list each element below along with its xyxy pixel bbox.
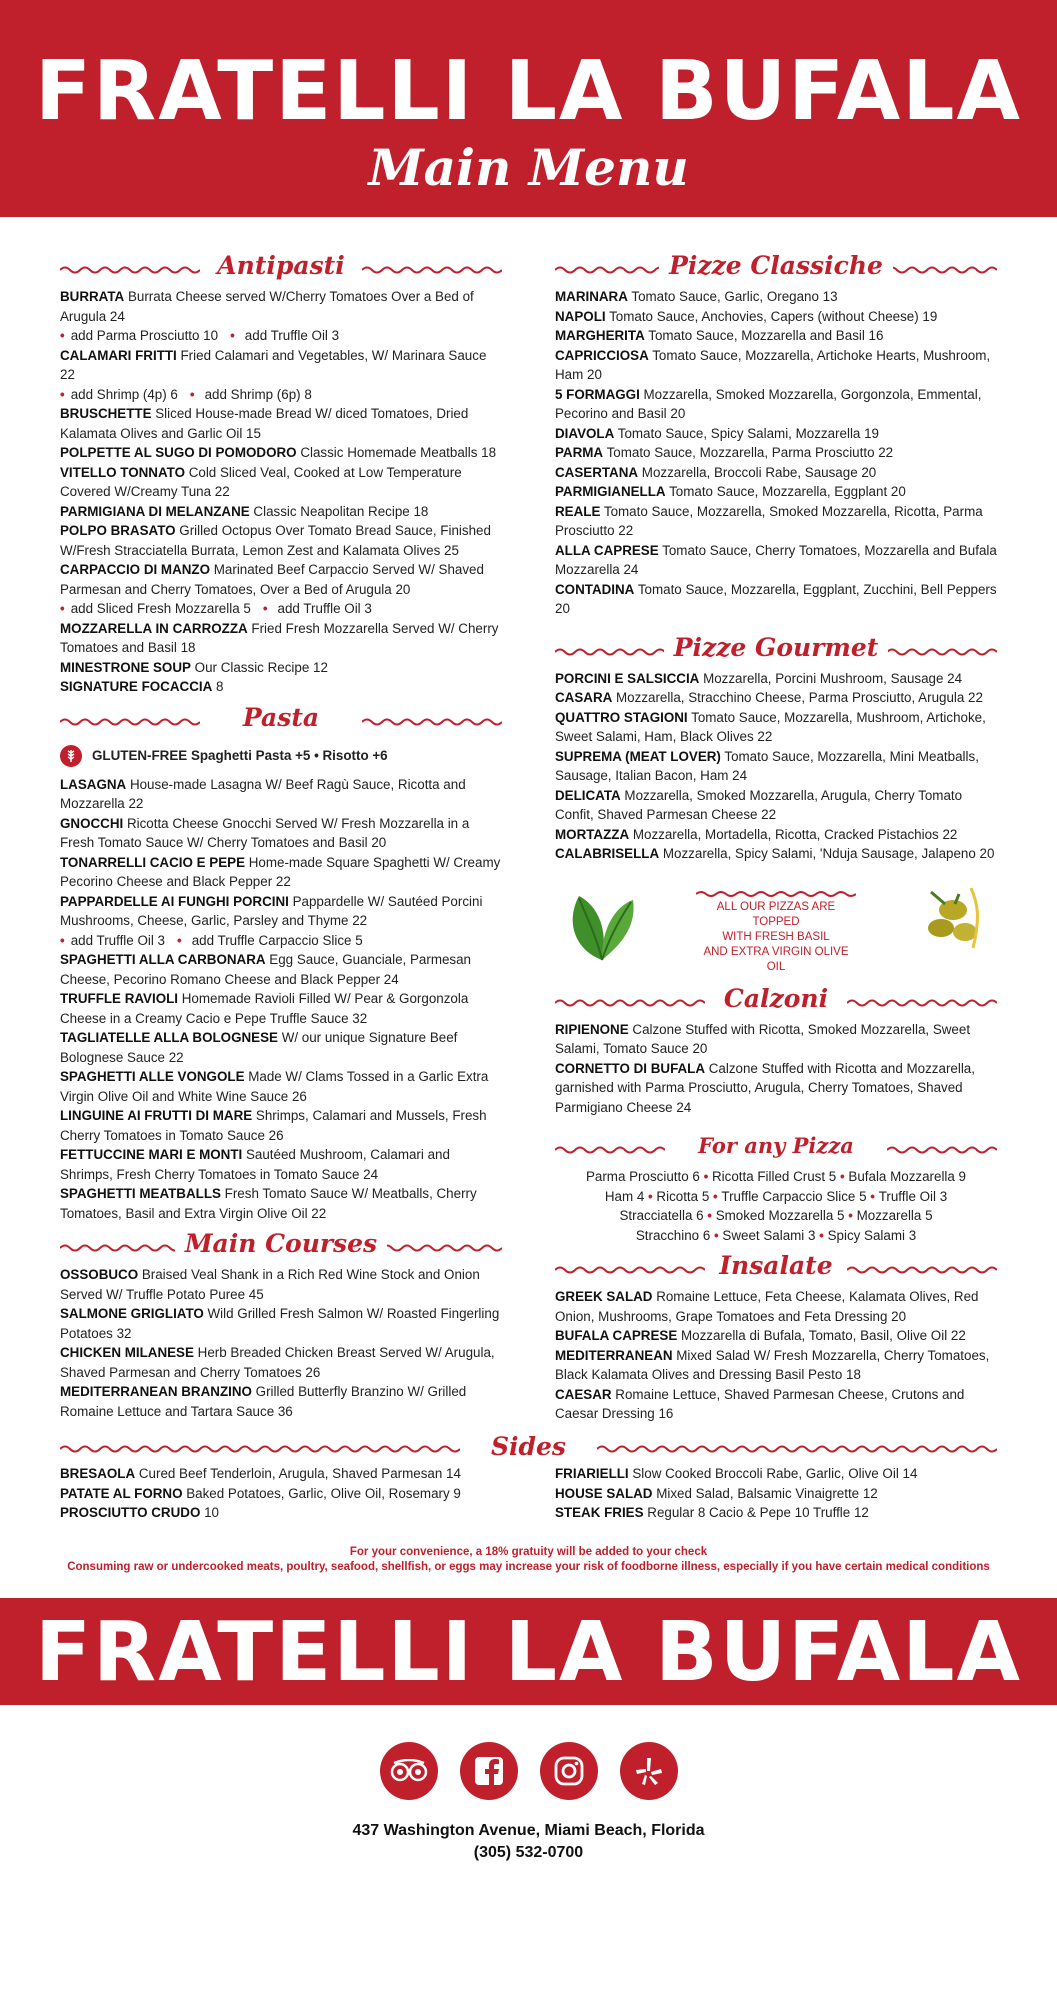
menu-item-name: BUFALA CAPRESE <box>555 1328 678 1343</box>
menu-item-description: Grilled Butterfly Branzino W/ Grilled Romaine Lettuce and Tartara Sauce 36 <box>60 1384 467 1419</box>
menu-item-description: Tomato Sauce, Mozzarella, Artichoke Hearts, Mushroom, Ham 20 <box>555 347 991 382</box>
menu-item-description: Egg Sauce, Guanciale, Parmesan Cheese, Pecorino Romano Cheese and Black Pepper 24 <box>60 952 472 987</box>
bullet-icon: • <box>836 1169 849 1184</box>
menu-item-name: GREEK SALAD <box>555 1289 653 1304</box>
section-header-insalate <box>555 1245 997 1287</box>
menu-item-description: Mozzarella di Bufala, Tomato, Basil, Olive Oil 22 <box>677 1328 966 1343</box>
wave-divider-left <box>60 265 200 275</box>
menu-item-description: Mozzarella, Porcini Mushroom, Sausage 24 <box>699 670 963 686</box>
pizza-extra: Mozzarella 5 <box>856 1208 933 1223</box>
menu-item-description: Mozzarella, Smoked Mozzarella, Gorgonzola, Emmental, Pecorino and Basil 20 <box>555 386 982 421</box>
menu-item-name: STEAK FRIES <box>555 1505 644 1520</box>
menu-item <box>60 404 502 443</box>
pizza-extra: Bufala Mozzarella 9 <box>848 1169 967 1184</box>
section-header-pizze-gourmet <box>555 627 997 669</box>
menu-item <box>60 853 502 892</box>
menu-item-description: Mixed Salad, Balsamic Vinaigrette 12 <box>652 1485 878 1501</box>
menu-item-name: PORCINI E SALSICCIA <box>555 670 700 686</box>
addon-text: add Parma Prosciutto 10 <box>70 328 219 343</box>
pizza-topping-banner <box>555 876 997 972</box>
wave-divider-right <box>887 647 997 657</box>
menu-item-description: Tomato Sauce, Mozzarella, Mini Meatballs, Sausage, Italian Bacon, Ham 24 <box>555 748 979 783</box>
antipasti-list <box>60 287 502 697</box>
menu-item-name: SPAGHETTI ALLA CARBONARA <box>60 952 266 967</box>
addon-text: add Truffle Oil 3 <box>70 932 165 948</box>
section-title: Main Courses <box>175 1223 387 1265</box>
menu-item-description: Fried Calamari and Vegetables, W/ Marinara Sauce 22 <box>60 347 487 382</box>
section-header-sides <box>60 1430 997 1464</box>
social-links <box>0 1742 1057 1800</box>
wave-divider-right <box>362 717 502 727</box>
menu-item <box>555 443 997 463</box>
foodborne-warning: Consuming raw or undercooked meats, poultry, seafood, shellfish, or eggs may increase your risk of foodborne illness, especially if you have certain medical conditions <box>67 1561 990 1573</box>
menu-item-description: Marinated Beef Carpaccio Served W/ Shaved Parmesan and Cherry Tomatoes, Over a Bed of Arugula 20 <box>60 562 484 597</box>
menu-item <box>555 541 997 580</box>
wave-divider-right <box>597 1444 997 1454</box>
menu-item-description: House-made Lasagna W/ Beef Ragù Sauce, Ricotta and Mozzarella 22 <box>60 776 466 811</box>
section-title: Sides <box>481 1430 576 1464</box>
wave-divider-left <box>60 1444 460 1454</box>
menu-item-description: 10 <box>200 1505 219 1520</box>
pizza-extra: Smoked Mozzarella 5 <box>715 1208 845 1223</box>
menu-item <box>60 775 502 814</box>
olive-oil-icon <box>911 878 997 964</box>
menu-item-description: Braised Veal Shank in a Rich Red Wine Stock and Onion Served W/ Truffle Potato Puree 45 <box>60 1267 480 1302</box>
menu-item-description: Mixed Salad W/ Fresh Mozzarella, Cherry Tomatoes, Black Kalamata Olives and Dressing Basil Pesto 18 <box>555 1347 990 1382</box>
menu-item-name: MOZZARELLA IN CARROZZA <box>60 620 248 636</box>
menu-item-name: GNOCCHI <box>60 815 124 831</box>
menu-item <box>60 1265 502 1304</box>
menu-item-description: Tomato Sauce, Cherry Tomatoes, Mozzarella and Bufala Mozzarella 24 <box>555 542 997 577</box>
menu-item-description: Home-made Square Spaghetti W/ Creamy Pecorino Cheese and Black Pepper 22 <box>60 854 501 889</box>
menu-item-description: Calzone Stuffed with Ricotta and Mozzarella, garnished with Parma Prosciutto, Arugula, Cherry Tomatoes, Shaved Parmigiano Cheese 24 <box>555 1060 975 1115</box>
bullet-icon: • <box>703 1208 716 1223</box>
pizza-extra: Spicy Salami 3 <box>827 1227 917 1243</box>
wave-divider-left <box>60 1243 180 1253</box>
bullet-icon: • <box>189 386 195 402</box>
menu-item-description: Shrimps, Calamari and Mussels, Fresh Cherry Tomatoes in Tomato Sauce 26 <box>60 1108 487 1143</box>
menu-item-name: CASARA <box>555 690 613 705</box>
wave-divider-left <box>555 1145 665 1155</box>
menu-item-description: Classic Homemade Meatballs 18 <box>296 445 497 460</box>
menu-item-name: OSSOBUCO <box>60 1267 139 1282</box>
menu-item-name: REALE <box>555 503 601 519</box>
menu-item-description: Our Classic Recipe 12 <box>190 659 328 675</box>
menu-item-name: CALABRISELLA <box>555 846 660 861</box>
menu-item <box>555 307 997 327</box>
menu-item-name: PARMIGIANA DI MELANZANE <box>60 503 250 519</box>
menu-item <box>60 658 502 678</box>
addon-row <box>60 326 502 346</box>
pizza-extra-row <box>555 1187 997 1207</box>
menu-item-name: HOUSE SALAD <box>555 1485 653 1501</box>
menu-item-description: Wild Grilled Fresh Salmon W/ Roasted Fingerling Potatoes 32 <box>60 1306 500 1341</box>
menu-item <box>60 521 502 560</box>
menu-item-description: Herb Breaded Chicken Breast Served W/ Arugula, Shaved Parmesan and Cherry Tomatoes 26 <box>60 1345 495 1380</box>
menu-item <box>555 287 997 307</box>
section-title: Pasta <box>233 697 329 739</box>
menu-item <box>60 1464 502 1484</box>
pizza-extra: Ham 4 <box>604 1188 645 1204</box>
wave-divider-right <box>847 1265 997 1275</box>
facebook-icon[interactable] <box>460 1742 518 1800</box>
pizza-topping-note <box>693 890 859 975</box>
pizza-extra: Sweet Salami 3 <box>722 1227 816 1243</box>
menu-item-description: Tomato Sauce, Mozzarella, Eggplant 20 <box>665 484 906 499</box>
menu-item-description: Homemade Ravioli Filled W/ Pear & Gorgonzola Cheese in a Creamy Cacio e Pepe Truffle Sauce 32 <box>60 991 469 1026</box>
menu-item <box>60 1382 502 1421</box>
footer-brand: FRATELLI LA BUFALA <box>35 1605 1022 1700</box>
menu-item <box>555 463 997 483</box>
wave-divider-left <box>60 717 200 727</box>
bullet-icon: • <box>815 1227 828 1243</box>
left-column <box>60 245 502 1421</box>
pizza-extra: Parma Prosciutto 6 <box>585 1169 700 1184</box>
menu-item <box>555 385 997 424</box>
menu-item-name: MEDITERRANEAN <box>555 1347 673 1363</box>
topping-line: AND EXTRA VIRGIN OLIVE OIL <box>703 945 849 973</box>
menu-item <box>555 326 997 346</box>
section-title: For any Pizza <box>688 1125 864 1167</box>
menu-item-description: Classic Neapolitan Recipe 18 <box>249 503 429 519</box>
menu-item-name: TONARRELLI CACIO E PEPE <box>60 854 246 870</box>
menu-item-name: BRESAOLA <box>60 1466 136 1481</box>
calzoni-list <box>555 1020 997 1118</box>
menu-item <box>60 1304 502 1343</box>
tripadvisor-icon[interactable] <box>380 1742 438 1800</box>
addon-text: add Sliced Fresh Mozzarella 5 <box>70 601 251 616</box>
sides-right-list <box>555 1464 997 1523</box>
section-header-pasta <box>60 697 502 739</box>
wave-divider-left <box>555 998 705 1008</box>
pizza-extra: Truffle Carpaccio Slice 5 <box>721 1188 867 1204</box>
menu-item <box>60 443 502 463</box>
menu-item <box>60 989 502 1028</box>
menu-item <box>555 1464 997 1484</box>
pizza-extra: Ricotta Filled Crust 5 <box>711 1169 837 1184</box>
menu-item-name: FETTUCCINE MARI E MONTI <box>60 1147 243 1162</box>
menu-item-name: BRUSCHETTE <box>60 406 152 421</box>
menu-item-name: PROSCIUTTO CRUDO <box>60 1505 201 1520</box>
menu-item <box>555 825 997 845</box>
menu-item-name: PARMA <box>555 445 604 460</box>
wheat-icon <box>60 745 82 767</box>
pizza-extra: Ricotta 5 <box>656 1188 710 1204</box>
section-title: Antipasti <box>207 245 354 287</box>
addon-text: add Shrimp (4p) 6 <box>70 386 178 402</box>
gratuity-note: For your convenience, a 18% gratuity will be added to your check <box>349 1546 708 1558</box>
menu-item-name: DIAVOLA <box>555 425 615 441</box>
gluten-free-note <box>60 741 502 771</box>
menu-item-description: Mozzarella, Stracchino Cheese, Parma Prosciutto, Arugula 22 <box>612 690 983 705</box>
menu-item-description: Romaine Lettuce, Feta Cheese, Kalamata Olives, Red Onion, Mushrooms, Grape Tomatoes and Feta Dressing 20 <box>555 1289 979 1324</box>
menu-item <box>60 502 502 522</box>
menu-item-description: Tomato Sauce, Mozzarella, Eggplant, Zucchini, Bell Peppers 20 <box>555 581 997 616</box>
wave-divider-right <box>887 1145 997 1155</box>
menu-item-name: CAPRICCIOSA <box>555 347 649 363</box>
menu-item-name: VITELLO TONNATO <box>60 464 185 480</box>
menu-item-name: RIPIENONE <box>555 1021 629 1037</box>
menu-item <box>555 424 997 444</box>
contact-info <box>0 1820 1057 1864</box>
menu-item <box>60 1343 502 1382</box>
bullet-icon: • <box>844 1208 857 1223</box>
menu-item <box>555 1020 997 1059</box>
menu-item-description: Tomato Sauce, Mozzarella and Basil 16 <box>644 328 884 343</box>
section-header-main-courses <box>60 1223 502 1265</box>
menu-item-name: MARINARA <box>555 289 628 304</box>
menu-item-description: Cold Sliced Veal, Cooked at Low Temperature Covered W/Creamy Tuna 22 <box>60 464 462 499</box>
menu-subtitle: Main Menu <box>368 138 689 197</box>
menu-item-description: Mozzarella, Mortadella, Ricotta, Cracked Pistachios 22 <box>629 826 958 842</box>
menu-item-name: TAGLIATELLE ALLA BOLOGNESE <box>60 1030 278 1045</box>
menu-item-description: Ricotta Cheese Gnocchi Served W/ Fresh Mozzarella in a Fresh Tomato Sauce W/ Cherry Tomatoes and Basil 20 <box>60 815 470 850</box>
menu-item <box>60 892 502 931</box>
section-title: Insalate <box>709 1245 842 1287</box>
menu-item <box>555 346 997 385</box>
menu-item <box>555 786 997 825</box>
bullet-icon: • <box>60 386 65 402</box>
brand-title: FRATELLI LA BUFALA <box>35 44 1022 139</box>
wave-divider <box>696 890 856 898</box>
menu-item-name: CHICKEN MILANESE <box>60 1345 194 1360</box>
menu-item-name: NAPOLI <box>555 308 606 324</box>
menu-item-name: MORTAZZA <box>555 826 630 842</box>
menu-item <box>555 844 997 864</box>
addon-row <box>60 599 502 619</box>
menu-item <box>60 950 502 989</box>
menu-item-description: Romaine Lettuce, Shaved Parmesan Cheese, Crutons and Caesar Dressing 16 <box>555 1386 965 1421</box>
menu-item <box>555 502 997 541</box>
menu-item-description: Sautéed Mushroom, Calamari and Shrimps, Fresh Cherry Tomatoes in Tomato Sauce 24 <box>60 1147 450 1182</box>
menu-item <box>60 814 502 853</box>
menu-item-description: Mozzarella, Broccoli Rabe, Sausage 20 <box>638 464 877 480</box>
menu-item <box>60 1145 502 1184</box>
menu-item-description: Regular 8 Cacio & Pepe 10 Truffle 12 <box>643 1505 869 1520</box>
pizze-classiche-list <box>555 287 997 619</box>
main-courses-list <box>60 1265 502 1421</box>
bullet-icon: • <box>644 1188 657 1204</box>
menu-item-name: CONTADINA <box>555 581 635 597</box>
menu-item-name: SPAGHETTI ALLE VONGOLE <box>60 1069 245 1084</box>
menu-item-name: POLPETTE AL SUGO DI POMODORO <box>60 445 297 460</box>
bullet-icon: • <box>177 932 182 948</box>
menu-item <box>60 1484 502 1504</box>
menu-item <box>555 1059 997 1118</box>
addon-row <box>60 931 502 951</box>
wave-divider-right <box>382 1243 502 1253</box>
menu-item-name: MEDITERRANEAN BRANZINO <box>60 1384 252 1399</box>
section-header-pizze-classiche <box>555 245 997 287</box>
pizza-extra: Truffle Oil 3 <box>878 1188 948 1204</box>
menu-item-description: Burrata Cheese served W/Cherry Tomatoes Over a Bed of Arugula 24 <box>60 289 474 324</box>
menu-item-description: Sliced House-made Bread W/ diced Tomatoes, Dried Kalamata Olives and Garlic Oil 15 <box>60 406 469 441</box>
bullet-icon: • <box>709 1188 722 1204</box>
topping-line: WITH FRESH BASIL <box>722 930 830 943</box>
menu-item <box>555 747 997 786</box>
menu-item <box>60 560 502 599</box>
menu-item-description: Tomato Sauce, Anchovies, Capers (without Cheese) 19 <box>605 308 938 324</box>
menu-item-description: Slow Cooked Broccoli Rabe, Garlic, Olive Oil 14 <box>628 1466 918 1481</box>
pizza-extra: Stracciatella 6 <box>619 1208 704 1223</box>
menu-item-description: Tomato Sauce, Mozzarella, Smoked Mozzarella, Ricotta, Parma Prosciutto 22 <box>555 503 983 538</box>
bullet-icon: • <box>60 932 65 948</box>
bullet-icon: • <box>699 1169 712 1184</box>
addon-text: add Shrimp (6p) 8 <box>204 386 312 402</box>
menu-item <box>60 287 502 326</box>
menu-item <box>555 1287 997 1326</box>
addon-text: add Truffle Oil 3 <box>277 601 372 616</box>
bullet-icon: • <box>60 328 65 343</box>
menu-item-description: Made W/ Clams Tossed in a Garlic Extra Virgin Olive Oil and White Wine Sauce 26 <box>60 1069 489 1104</box>
wave-divider-left <box>555 647 665 657</box>
insalate-list <box>555 1287 997 1424</box>
menu-item-name: SIGNATURE FOCACCIA <box>60 679 213 694</box>
menu-item-name: MINESTRONE SOUP <box>60 659 191 675</box>
wave-divider-left <box>555 265 665 275</box>
menu-item-name: CORNETTO DI BUFALA <box>555 1060 706 1076</box>
menu-item <box>555 482 997 502</box>
for-any-pizza-list <box>555 1167 997 1245</box>
menu-item-description: Fresh Tomato Sauce W/ Meatballs, Cherry Tomatoes, Basil and Extra Virgin Olive Oil 22 <box>60 1186 477 1221</box>
instagram-icon[interactable] <box>540 1742 598 1800</box>
menu-item-description: Baked Potatoes, Garlic, Olive Oil, Rosemary 9 <box>182 1485 461 1501</box>
topping-line: ALL OUR PIZZAS ARE TOPPED <box>716 900 836 928</box>
menu-item-name: CALAMARI FRITTI <box>60 347 177 363</box>
wave-divider-left <box>555 1265 705 1275</box>
pizze-gourmet-list <box>555 669 997 864</box>
section-header-antipasti <box>60 245 502 287</box>
menu-item-name: MARGHERITA <box>555 328 645 343</box>
right-column <box>555 245 997 1424</box>
menu-item <box>555 708 997 747</box>
menu-item <box>555 1326 997 1346</box>
menu-item <box>555 1484 997 1504</box>
menu-item-description: Pappardelle W/ Sautéed Porcini Mushrooms, Cheese, Garlic, Parsley and Thyme 22 <box>60 893 483 928</box>
pizza-extra: Stracchino 6 <box>635 1227 711 1243</box>
menu-item-description: Tomato Sauce, Mozzarella, Mushroom, Artichoke, Sweet Salami, Ham, Black Olives 22 <box>555 709 986 744</box>
menu-item-description: Tomato Sauce, Spicy Salami, Mozzarella 19 <box>614 425 879 441</box>
pizza-extra-row <box>555 1167 997 1187</box>
menu-item-name: PARMIGIANELLA <box>555 484 666 499</box>
gluten-free-text: GLUTEN-FREE Spaghetti Pasta +5 • Risotto +6 <box>92 748 388 763</box>
addon-text: add Truffle Oil 3 <box>244 328 340 343</box>
menu-item-description: W/ our unique Signature Beef Bolognese Sauce 22 <box>60 1030 458 1065</box>
menu-item-name: DELICATA <box>555 787 621 803</box>
addon-text: add Truffle Carpaccio Slice 5 <box>191 932 363 948</box>
menu-item <box>555 1503 997 1523</box>
section-title: Pizze Gourmet <box>664 627 889 669</box>
pasta-list <box>60 775 502 1224</box>
menu-item <box>60 346 502 385</box>
menu-item-description: Tomato Sauce, Garlic, Oregano 13 <box>627 289 838 304</box>
bullet-icon: • <box>710 1227 723 1243</box>
menu-item-description: Grilled Octopus Over Tomato Bread Sauce, Finished W/Fresh Stracciatella Burrata, Lemon Zest and Kalamata Olives 25 <box>60 523 491 558</box>
wave-divider-right <box>887 265 997 275</box>
menu-item <box>60 1503 502 1523</box>
pizza-extra-row <box>555 1226 997 1246</box>
menu-item-name: QUATTRO STAGIONI <box>555 709 688 725</box>
menu-item-name: TRUFFLE RAVIOLI <box>60 991 179 1006</box>
menu-item-name: FRIARIELLI <box>555 1466 629 1481</box>
menu-item <box>60 1106 502 1145</box>
menu-item-name: ALLA CAPRESE <box>555 542 659 558</box>
menu-item-name: PAPPARDELLE AI FUNGHI PORCINI <box>60 893 289 909</box>
bullet-icon: • <box>60 601 65 616</box>
bullet-icon: • <box>866 1188 879 1204</box>
menu-item <box>60 619 502 658</box>
menu-item-name: SALMONE GRIGLIATO <box>60 1306 204 1321</box>
menu-item <box>555 580 997 619</box>
addon-row <box>60 385 502 405</box>
menu-item-description: Cured Beef Tenderloin, Arugula, Shaved Parmesan 14 <box>135 1466 461 1481</box>
bullet-icon: • <box>230 328 235 343</box>
menu-item <box>60 677 502 697</box>
menu-item-name: BURRATA <box>60 289 125 304</box>
menu-item <box>60 463 502 502</box>
address-text: 437 Washington Avenue, Miami Beach, Florida <box>352 1822 705 1839</box>
section-header-for-any-pizza <box>555 1125 997 1167</box>
menu-item-name: 5 FORMAGGI <box>555 386 640 402</box>
menu-item-description: Tomato Sauce, Mozzarella, Parma Prosciutto 22 <box>603 445 894 460</box>
sides-left-list <box>60 1464 502 1523</box>
menu-item-name: CAESAR <box>555 1386 612 1402</box>
menu-item-name: LASAGNA <box>60 776 127 792</box>
menu-item-description: Mozzarella, Spicy Salami, 'Nduja Sausage, Jalapeno 20 <box>659 846 995 861</box>
legal-notes <box>0 1545 1057 1575</box>
menu-item-description: Calzone Stuffed with Ricotta, Smoked Mozzarella, Sweet Salami, Tomato Sauce 20 <box>555 1021 971 1056</box>
pizza-extra-row <box>555 1206 997 1226</box>
section-title: Calzoni <box>714 978 838 1020</box>
menu-item-description: 8 <box>212 679 224 694</box>
menu-item <box>555 1385 997 1424</box>
menu-item-name: SPAGHETTI MEATBALLS <box>60 1186 221 1201</box>
sides-section <box>60 1430 997 1523</box>
section-header-calzoni <box>555 978 997 1020</box>
menu-item-name: LINGUINE AI FRUTTI DI MARE <box>60 1108 253 1123</box>
menu-item-name: PATATE AL FORNO <box>60 1485 183 1501</box>
bullet-icon: • <box>262 601 268 616</box>
menu-item-name: CASERTANA <box>555 464 639 480</box>
wave-divider-right <box>362 265 502 275</box>
menu-item-description: Mozzarella, Smoked Mozzarella, Arugula, Cherry Tomato Confit, Shaved Parmesan Cheese 22 <box>555 787 963 822</box>
menu-item-description: Fried Fresh Mozzarella Served W/ Cherry Tomatoes and Basil 18 <box>60 620 499 655</box>
menu-item <box>60 1184 502 1223</box>
phone-text: (305) 532-0700 <box>473 1844 584 1861</box>
wave-divider-right <box>847 998 997 1008</box>
menu-item <box>60 1028 502 1067</box>
menu-item-name: POLPO BRASATO <box>60 523 176 538</box>
section-title: Pizze Classiche <box>659 245 893 287</box>
yelp-icon[interactable] <box>620 1742 678 1800</box>
menu-item-name: SUPREMA (MEAT LOVER) <box>555 748 721 764</box>
menu-item <box>555 669 997 689</box>
menu-item-name: CARPACCIO DI MANZO <box>60 562 211 577</box>
basil-icon <box>557 878 647 968</box>
menu-item <box>555 1346 997 1385</box>
menu-item <box>60 1067 502 1106</box>
menu-item <box>555 688 997 708</box>
